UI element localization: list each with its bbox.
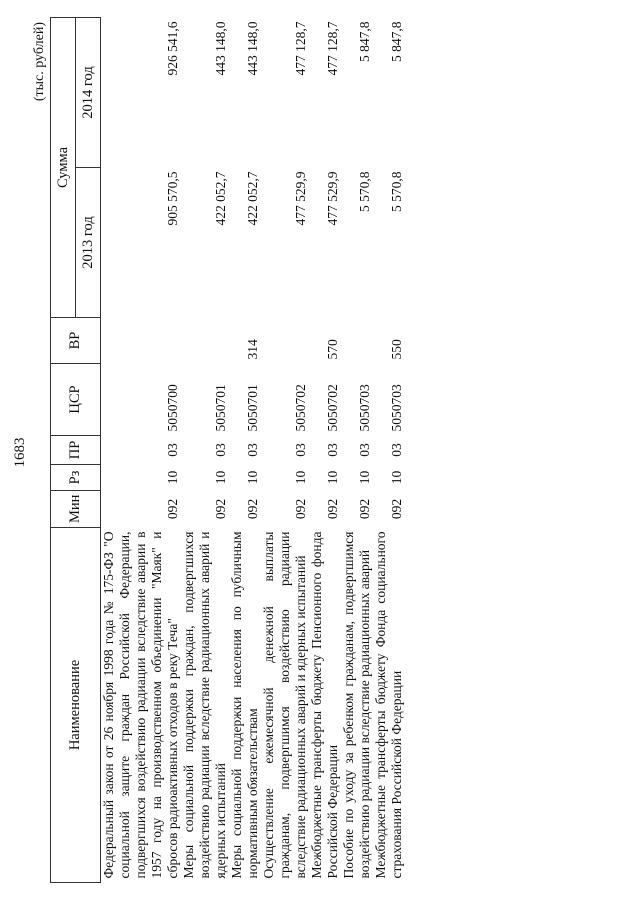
row-sum-2013: 422 052,7 [245, 171, 260, 226]
row-pr: 03 [293, 443, 308, 457]
row-vr: 314 [245, 339, 260, 360]
header-rz: Рз [51, 465, 101, 491]
row-sum-2014: 443 148,0 [213, 21, 228, 76]
row-name: Пособие по уходу за ребенком гражданам, подвергшимся воздействию радиации вследствие радиационных аварий [341, 531, 372, 879]
row-min: 092 [213, 498, 228, 520]
budget-table [50, 17, 405, 883]
table-header [51, 18, 101, 883]
row-csr: 5050703 [357, 384, 372, 432]
row-min: 092 [325, 498, 340, 520]
row-rz: 10 [165, 470, 180, 485]
row-name: Осуществление ежемесячной денежной выплаты гражданам, подвергшимся воздействию радиации вследствие радиационных аварий и ядерных испытаний [261, 531, 308, 879]
table-row [261, 18, 309, 883]
row-csr: 5050701 [245, 384, 260, 432]
row-min: 092 [389, 498, 404, 520]
header-csr: ЦСР [51, 364, 101, 436]
row-csr: 5050703 [389, 384, 404, 432]
row-sum-2013: 477 529,9 [325, 171, 340, 226]
table-row [229, 18, 261, 883]
row-name: Меры социальной поддержки граждан, подвергшихся воздействию радиации вследствие радиационных аварий и ядерных испытаний [181, 531, 228, 879]
row-vr [261, 318, 309, 364]
row-sum-2013: 477 529,9 [293, 171, 308, 226]
row-sum-2014: 926 541,6 [165, 21, 180, 76]
header-vr: ВР [51, 318, 101, 364]
header-sum: Сумма [51, 18, 76, 318]
row-sum-2014: 477 128,7 [325, 21, 340, 76]
row-min: 092 [293, 498, 308, 520]
table-row [309, 18, 341, 883]
row-min: 092 [165, 498, 180, 520]
row-name: Меры социальной поддержки населения по публичным нормативным обязательствам [229, 531, 260, 879]
row-sum-2013: 5 570,8 [389, 171, 404, 212]
row-min: 092 [357, 498, 372, 520]
row-csr: 5050700 [165, 384, 180, 432]
row-name: Межбюджетные трансферты бюджету Фонда социального страхования Российской Федерации [373, 531, 404, 879]
row-name: Федеральный закон от 26 ноября 1998 года № 175-ФЗ "О социальной защите граждан Российской Федерации, подвергшихся воздействию радиации вследствие аварии в 1957 году на производственном объединении "Маяк" и сбросов радиоактивных отходов в реку Теча" [101, 531, 180, 879]
row-rz: 10 [325, 470, 340, 485]
row-name: Межбюджетные трансферты бюджету Пенсионного фонда Российской Федерации [309, 531, 340, 879]
row-csr: 5050702 [325, 384, 340, 432]
row-vr [181, 318, 229, 364]
header-min: Мин [51, 491, 101, 528]
row-sum-2014: 5 847,8 [357, 21, 372, 62]
row-rz: 10 [293, 470, 308, 485]
header-pr: ПР [51, 436, 101, 465]
row-csr: 5050702 [293, 384, 308, 432]
header-name: Наименование [51, 528, 101, 883]
table-row [373, 18, 405, 883]
row-sum-2014: 477 128,7 [293, 21, 308, 76]
row-rz: 10 [389, 470, 404, 485]
row-rz: 10 [213, 470, 228, 485]
page-number: 1683 [12, 437, 28, 468]
row-pr: 03 [325, 443, 340, 457]
row-vr [101, 318, 182, 364]
row-pr: 03 [357, 443, 372, 457]
row-csr: 5050701 [213, 384, 228, 432]
row-sum-2014: 443 148,0 [245, 21, 260, 76]
row-rz: 10 [245, 470, 260, 485]
row-pr: 03 [213, 443, 228, 457]
row-sum-2013: 5 570,8 [357, 171, 372, 212]
table-row [181, 18, 229, 883]
row-pr: 03 [165, 443, 180, 457]
header-year-2013: 2013 год [76, 168, 101, 318]
row-min: 092 [245, 498, 260, 520]
row-rz: 10 [357, 470, 372, 485]
row-sum-2013: 422 052,7 [213, 171, 228, 226]
table-row [101, 18, 182, 883]
table-body [101, 18, 406, 883]
units-label: (тыс. рублей) [32, 22, 47, 102]
row-sum-2013: 905 570,5 [165, 171, 180, 226]
row-vr: 550 [389, 339, 404, 360]
row-pr: 03 [245, 443, 260, 457]
row-sum-2014: 5 847,8 [389, 21, 404, 62]
table-row [341, 18, 373, 883]
header-year-2014: 2014 год [76, 18, 101, 168]
row-vr: 570 [325, 339, 340, 360]
row-vr [341, 318, 373, 364]
row-pr: 03 [389, 443, 404, 457]
